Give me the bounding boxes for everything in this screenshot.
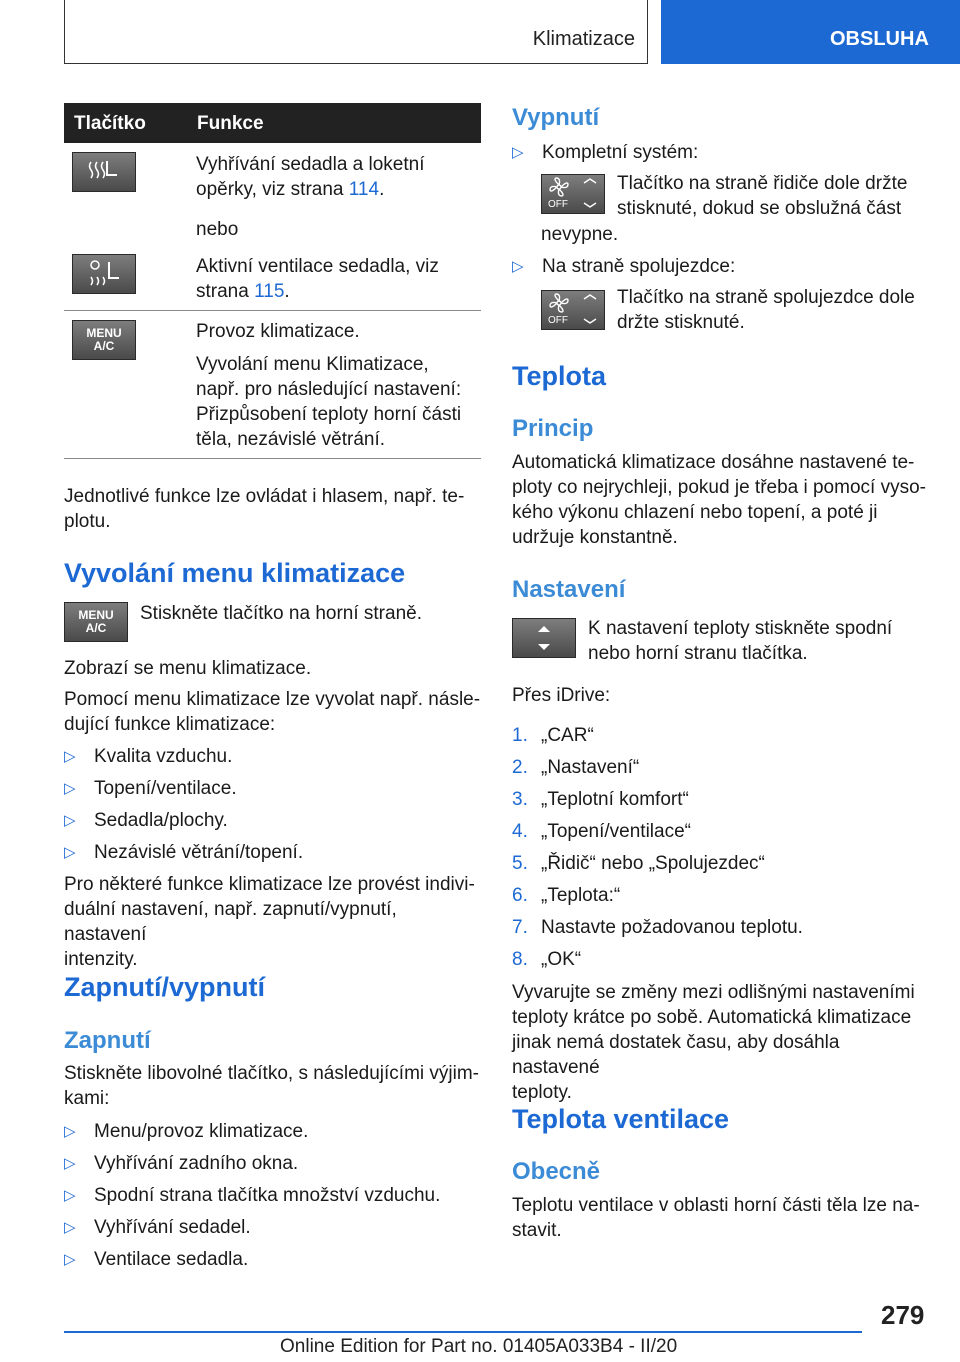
off-passenger-text — [617, 285, 937, 335]
row1-or: nebo — [196, 219, 239, 240]
menu-functions-text — [64, 687, 481, 737]
table-bottom-line — [64, 458, 481, 459]
list-item: ▷ Menu/provoz klimatizace. — [64, 1121, 309, 1142]
text-line: nebo horní stranu tlačítka. — [588, 643, 808, 664]
off-label: OFF — [548, 315, 568, 326]
list-text: Ventilace sedadla. — [94, 1249, 249, 1270]
table-header-function: Funkce — [197, 113, 264, 134]
list-text: Menu/provoz klimatizace. — [94, 1121, 309, 1142]
list-item: ▷ Kvalita vzduchu. — [64, 746, 233, 767]
step-text: „CAR“ — [541, 725, 594, 746]
step-number: 5. — [512, 853, 528, 874]
list-text: Vyhřívání sedadel. — [94, 1217, 251, 1238]
list-item: ▷ Vyhřívání zadního okna. — [64, 1153, 299, 1174]
text-line: jinak nemá dostatek času, aby dosáhla nastavené — [512, 1032, 840, 1078]
text-line: Vyvarujte se změny mezi odlišnými nastaveními — [512, 982, 915, 1003]
list-item: ▷ Vyhřívání sedadel. — [64, 1217, 251, 1238]
heading-setting: Nastavení — [512, 576, 626, 603]
step-number: 1. — [512, 725, 528, 746]
list-text: Spodní strana tlačítka množství vzduchu. — [94, 1185, 441, 1206]
step-item — [512, 851, 765, 876]
text-line: stisknuté, dokud se obslužná část — [617, 198, 902, 219]
page-link-115[interactable]: 115 — [254, 281, 285, 302]
step-number: 4. — [512, 821, 528, 842]
heading-menu: Vyvolání menu klimatizace — [64, 558, 406, 588]
table-header-button: Tlačítko — [74, 113, 146, 134]
list-text: Vyhřívání zadního okna. — [94, 1153, 299, 1174]
list-text: Kvalita vzduchu. — [94, 746, 233, 767]
step-item — [512, 723, 594, 748]
heading-temperature: Teplota — [512, 361, 606, 391]
row3-line: Vyvolání menu Klimatizace, — [196, 354, 429, 375]
step-number: 3. — [512, 789, 528, 810]
text-line: kami: — [64, 1088, 110, 1109]
off-full-tail: nevypne. — [541, 224, 619, 245]
list-text: Sedadla/plochy. — [94, 810, 228, 831]
ac-label: A/C — [85, 621, 107, 635]
individual-settings-text — [64, 872, 481, 972]
step-number: 8. — [512, 949, 528, 970]
text-line: Tlačítko na straně řidiče dole držte — [617, 173, 908, 194]
seat-heating-button-icon — [72, 152, 136, 192]
section-tab: OBSLUHA — [661, 0, 960, 64]
step-text: „OK“ — [541, 949, 582, 970]
menu-shown-text: Zobrazí se menu klimatizace. — [64, 658, 312, 679]
step-item — [512, 915, 803, 940]
step-text: „Topení/ventilace“ — [541, 821, 691, 842]
text-line: Pomocí menu klimatizace lze vyvolat např. násle- — [64, 689, 481, 710]
step-text: „Nastavení“ — [541, 757, 640, 778]
footer-edition: Online Edition for Part no. 01405A033B4 - II/20 — [280, 1336, 678, 1357]
step-item — [512, 883, 620, 908]
text-line: plotu. — [64, 511, 111, 532]
page-link-114[interactable]: 114 — [348, 179, 380, 200]
list-item: ▷ Kompletní systém: — [512, 142, 699, 163]
off-full-text — [617, 171, 937, 221]
ac-label: A/C — [93, 339, 115, 353]
intro-paragraph — [64, 484, 481, 534]
list-item: ▷ Nezávislé větrání/topení. — [64, 842, 304, 863]
fan-off-button-icon — [541, 174, 605, 214]
text-line: dující funkce klimatizace: — [64, 714, 276, 735]
step-text: „Teplotní komfort“ — [541, 789, 689, 810]
list-text: Topení/ventilace. — [94, 778, 237, 799]
menu-button-text: Stiskněte tlačítko na horní straně. — [140, 603, 422, 624]
heading-off: Vypnutí — [512, 104, 600, 131]
list-item: ▷ Na straně spolujezdce: — [512, 256, 736, 277]
menu-ac-button-icon — [72, 320, 136, 360]
list-text: Na straně spolujezdce: — [542, 256, 736, 277]
row1-text — [196, 152, 481, 242]
text-line: stavit. — [512, 1220, 562, 1241]
off-label: OFF — [548, 199, 568, 210]
row1-period: . — [379, 179, 385, 200]
text-line: intenzity. — [64, 949, 138, 970]
idrive-text: Přes iDrive: — [512, 685, 611, 706]
list-item: ▷ Ventilace sedadla. — [64, 1249, 249, 1270]
text-line: udržuje konstantně. — [512, 527, 678, 548]
text-line: Teplotu ventilace v oblasti horní části těla lze na- — [512, 1195, 920, 1216]
row3-line: Přizpůsobení teploty horní části — [196, 404, 462, 425]
heading-on: Zapnutí — [64, 1027, 151, 1054]
seat-ventilation-button-icon — [72, 254, 136, 294]
setting-text — [588, 616, 928, 666]
menu-ac-button-icon — [64, 602, 128, 642]
step-number: 7. — [512, 917, 528, 938]
temperature-updown-button-icon — [512, 618, 576, 658]
header-title: Klimatizace — [532, 28, 635, 50]
text-line: Tlačítko na straně spolujezdce dole — [617, 287, 915, 308]
table-divider — [64, 310, 481, 311]
avoid-text — [512, 980, 932, 1105]
row1-line1: Vyhřívání sedadla a loketní — [196, 154, 425, 175]
step-item — [512, 947, 581, 972]
fan-off-button-icon — [541, 290, 605, 330]
heading-on-off: Zapnutí/vypnutí — [64, 972, 265, 1002]
text-line: teploty krátce po sobě. Automatická klimatizace — [512, 1007, 912, 1028]
row2-line2: strana — [196, 281, 255, 302]
text-line: teploty. — [512, 1082, 572, 1103]
general-text — [512, 1193, 932, 1243]
text-line: Pro některé funkce klimatizace lze provést indivi- — [64, 874, 475, 895]
list-text: Nezávislé větrání/topení. — [94, 842, 304, 863]
heading-principle: Princip — [512, 415, 594, 442]
row3-text — [196, 319, 481, 452]
row3-p1: Provoz klimatizace. — [196, 321, 360, 342]
list-item: ▷ Spodní strana tlačítka množství vzduchu. — [64, 1185, 441, 1206]
menu-label: MENU — [86, 326, 122, 340]
text-line: kého výkonu chlazení nebo topení, a poté ji — [512, 502, 878, 523]
step-text: Nastavte požadovanou teplotu. — [541, 917, 803, 938]
step-item — [512, 819, 691, 844]
row3-line: těla, nezávislé větrání. — [196, 429, 386, 450]
text-line: K nastavení teploty stiskněte spodní — [588, 618, 893, 639]
page-number: 279 — [881, 1300, 925, 1330]
text-line: duální nastavení, např. zapnutí/vypnutí, nastavení — [64, 899, 397, 945]
menu-label: MENU — [78, 608, 114, 622]
principle-text — [512, 450, 932, 550]
step-text: „Řidič“ nebo „Spolujezdec“ — [541, 853, 765, 874]
heading-vent-temperature: Teplota ventilace — [512, 1104, 730, 1134]
row3-line: např. pro následující nastavení: — [196, 379, 462, 400]
text-line: Jednotlivé funkce lze ovládat i hlasem, např. te- — [64, 486, 465, 507]
heading-general: Obecně — [512, 1158, 601, 1185]
footer-divider — [64, 1331, 862, 1333]
text-line: Stiskněte libovolné tlačítko, s následujícími výjim- — [64, 1063, 479, 1084]
step-item — [512, 755, 639, 780]
text-line: držte stisknuté. — [617, 312, 745, 333]
list-text: Kompletní systém: — [542, 142, 699, 163]
list-item: ▷ Topení/ventilace. — [64, 778, 237, 799]
row2-period: . — [284, 281, 290, 302]
on-text — [64, 1061, 481, 1111]
step-number: 2. — [512, 757, 528, 778]
step-item — [512, 787, 689, 812]
text-line: ploty co nejrychleji, pokud je třeba i pomocí vyso- — [512, 477, 926, 498]
row1-line2: opěrky, viz strana — [196, 179, 349, 200]
header-box — [64, 0, 648, 64]
row2-line1: Aktivní ventilace sedadla, viz — [196, 256, 439, 277]
step-number: 6. — [512, 885, 528, 906]
text-line: Automatická klimatizace dosáhne nastavené te- — [512, 452, 915, 473]
row2-text — [196, 254, 481, 304]
step-text: „Teplota:“ — [541, 885, 621, 906]
table-header — [64, 103, 481, 143]
list-item: ▷ Sedadla/plochy. — [64, 810, 228, 831]
